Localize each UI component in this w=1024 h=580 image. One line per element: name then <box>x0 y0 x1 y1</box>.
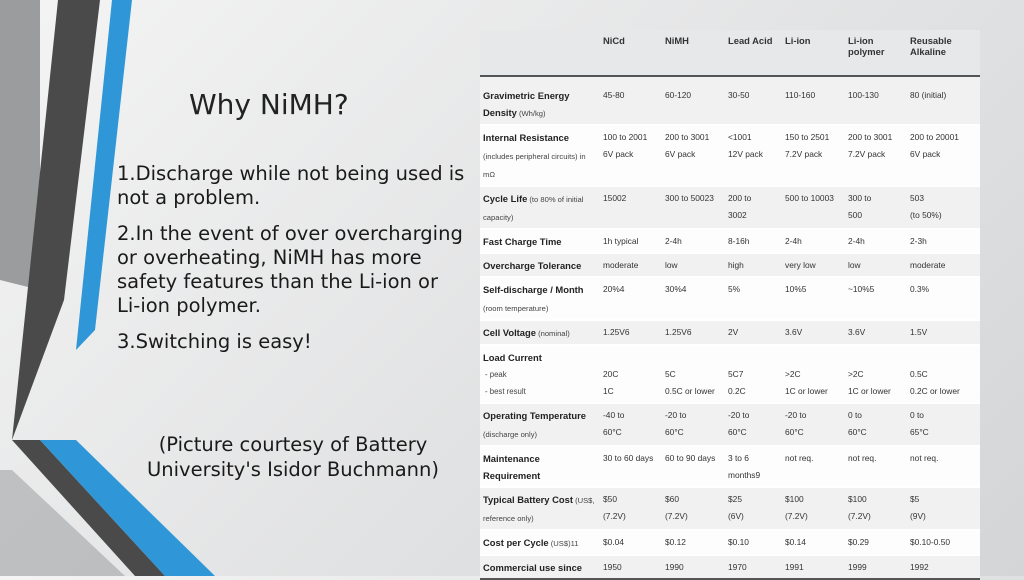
table-cell <box>600 530 662 555</box>
cell-value: 500 to 10003 <box>785 193 834 203</box>
cell-value: >2C <box>848 369 864 379</box>
table-cell <box>782 229 845 253</box>
cell-value: 6V pack <box>603 149 634 159</box>
table-cell <box>600 125 662 186</box>
row-label-text: Cell Voltage <box>483 327 536 338</box>
cell-value: 6V pack <box>910 149 941 159</box>
cell-value: (7.2V) <box>665 511 688 521</box>
cell-value <box>910 349 977 366</box>
table-cell <box>907 403 980 446</box>
cell-value: 0.2C or lower <box>910 386 960 396</box>
cell-value: 60°C <box>603 427 622 437</box>
cell-value: $0.04 <box>603 537 624 547</box>
cell-value: 1990 <box>665 562 684 572</box>
table-cell <box>600 76 662 125</box>
cell-value <box>785 349 842 366</box>
point-1: 1.Discharge while not being used is not a problem. <box>117 162 465 209</box>
row-label-note: (nominal) <box>535 329 570 338</box>
cell-value: (7.2V) <box>603 511 626 521</box>
cell-value: 2-4h <box>848 236 865 246</box>
cell-value: $0.14 <box>785 537 806 547</box>
table-row <box>480 277 980 320</box>
cell-value: (7.2V) <box>848 511 871 521</box>
table-cell <box>845 530 907 555</box>
cell-value: 200 to 20001 <box>910 132 959 142</box>
table-cell <box>907 253 980 277</box>
cell-value <box>848 349 904 366</box>
table-cell <box>782 345 845 403</box>
cell-value: $100 <box>848 494 867 504</box>
cell-value: -20 to <box>728 410 750 420</box>
table-cell <box>782 186 845 229</box>
row-label-text: Maintenance Requirement <box>483 453 541 481</box>
table-cell <box>725 125 782 186</box>
table-cell <box>907 186 980 229</box>
row-label <box>480 320 600 345</box>
table-row <box>480 530 980 555</box>
cell-value: 30 to 60 days <box>603 453 654 463</box>
table-cell <box>662 229 725 253</box>
table-cell <box>907 76 980 125</box>
cell-value <box>728 349 779 366</box>
comparison-table <box>480 30 980 580</box>
row-label-text: Overcharge Tolerance <box>483 260 582 271</box>
cell-value: $60 <box>665 494 679 504</box>
table-cell <box>845 253 907 277</box>
cell-value: 1999 <box>848 562 867 572</box>
cell-value: 500 <box>848 210 862 220</box>
cell-value: 150 to 2501 <box>785 132 830 142</box>
cell-value: 200 to <box>728 193 752 203</box>
cell-value: -40 to <box>603 410 625 420</box>
table-cell <box>662 320 725 345</box>
cell-value: 20C <box>603 369 619 379</box>
table-cell <box>662 555 725 579</box>
cell-value: not req. <box>785 453 814 463</box>
column-header: Reusable Alkaline <box>907 30 980 76</box>
table-cell <box>782 555 845 579</box>
table-cell <box>725 487 782 530</box>
point-2: 2.In the event of over overcharging or overheating, NiMH has more safety features than the Li-ion or Li-ion polymer. <box>117 222 463 317</box>
table-cell <box>600 345 662 403</box>
table-cell <box>662 186 725 229</box>
cell-value: $0.29 <box>848 537 869 547</box>
cell-value: 100 to 2001 <box>603 132 648 142</box>
image-credit: (Picture courtesy of Battery University's Isidor Buchmann) <box>146 433 440 481</box>
table-cell <box>782 253 845 277</box>
row-label <box>480 229 600 253</box>
table-cell <box>725 403 782 446</box>
cell-value: 5% <box>728 284 741 294</box>
table-cell <box>600 186 662 229</box>
column-header: NiCd <box>600 30 662 76</box>
cell-value: 3.6V <box>848 327 866 337</box>
row-label <box>480 186 600 229</box>
cell-value: 60 to 90 days <box>665 453 716 463</box>
table-cell <box>782 487 845 530</box>
table-cell <box>907 487 980 530</box>
table-row <box>480 253 980 277</box>
row-label <box>480 403 600 446</box>
cell-value: 300 to <box>848 193 872 203</box>
row-label <box>480 253 600 277</box>
table-cell <box>845 277 907 320</box>
cell-value: 0.2C <box>728 386 746 396</box>
table-cell <box>907 530 980 555</box>
row-label-text: Gravimetric Energy Density <box>483 90 570 118</box>
table-cell <box>600 487 662 530</box>
cell-value: 1.5V <box>910 327 928 337</box>
row-label-text: Typical Battery Cost <box>483 494 573 505</box>
table-row <box>480 186 980 229</box>
table-row <box>480 76 980 125</box>
cell-value: 60°C <box>848 427 867 437</box>
row-label <box>480 277 600 320</box>
cell-value: $0.10-0.50 <box>910 537 951 547</box>
cell-value: 5C <box>665 369 676 379</box>
table-row <box>480 320 980 345</box>
cell-value: <1001 <box>728 132 752 142</box>
row-label <box>480 487 600 530</box>
cell-value: 0 to <box>910 410 924 420</box>
cell-value: 45-80 <box>603 90 625 100</box>
cell-value: 65°C <box>910 427 929 437</box>
table-cell <box>782 446 845 487</box>
cell-value: $25 <box>728 494 742 504</box>
row-sub-label: - best result <box>485 387 526 396</box>
table-cell <box>662 253 725 277</box>
cell-value: $0.10 <box>728 537 749 547</box>
cell-value: not req. <box>848 453 877 463</box>
column-header: Lead Acid <box>725 30 782 76</box>
row-label <box>480 530 600 555</box>
table-cell <box>662 345 725 403</box>
cell-value: 3002 <box>728 210 747 220</box>
cell-value: 1.25V6 <box>603 327 630 337</box>
cell-value <box>603 349 659 366</box>
cell-value: very low <box>785 260 816 270</box>
table-cell <box>662 76 725 125</box>
cell-value: 30%4 <box>665 284 687 294</box>
table-cell <box>662 530 725 555</box>
cell-value: 15002 <box>603 193 627 203</box>
header-blank <box>480 30 600 76</box>
cell-value: -20 to <box>785 410 807 420</box>
table-cell <box>907 320 980 345</box>
table-cell <box>845 403 907 446</box>
cell-value: 6V pack <box>665 149 696 159</box>
cell-value: -20 to <box>665 410 687 420</box>
table-cell <box>725 345 782 403</box>
cell-value: 2-4h <box>785 236 802 246</box>
row-label-note: (room temperature) <box>483 304 549 313</box>
cell-value: 7.2V pack <box>785 149 823 159</box>
row-label <box>480 125 600 186</box>
cell-value: 60°C <box>728 427 747 437</box>
column-header: NiMH <box>662 30 725 76</box>
cell-value: 80 (initial) <box>910 90 947 100</box>
cell-value: $50 <box>603 494 617 504</box>
cell-value: 1C <box>603 386 614 396</box>
cell-value: $0.12 <box>665 537 686 547</box>
table-cell <box>600 253 662 277</box>
table-cell <box>907 277 980 320</box>
row-label <box>480 555 600 579</box>
cell-value: low <box>665 260 678 270</box>
cell-value: 8-16h <box>728 236 750 246</box>
cell-value: (6V) <box>728 511 744 521</box>
table-cell <box>662 277 725 320</box>
cell-value: 7.2V pack <box>848 149 886 159</box>
row-label-text: Internal Resistance <box>483 132 569 143</box>
row-label-note: (US$, reference only) <box>483 496 595 523</box>
table-cell <box>600 320 662 345</box>
cell-value: months9 <box>728 470 761 480</box>
table-cell <box>662 125 725 186</box>
cell-value: 60°C <box>665 427 684 437</box>
row-label-text: Cost per Cycle <box>483 537 549 548</box>
cell-value: 1991 <box>785 562 804 572</box>
row-label-note: (to 80% of initial capacity) <box>483 195 584 222</box>
table-cell <box>845 76 907 125</box>
table-cell <box>725 320 782 345</box>
cell-value: not req. <box>910 453 939 463</box>
table-row <box>480 487 980 530</box>
cell-value: 1h typical <box>603 236 639 246</box>
cell-value: low <box>848 260 861 270</box>
row-label-text: Commercial use since <box>483 562 583 573</box>
column-header: Li-ion <box>782 30 845 76</box>
cell-value: 2-3h <box>910 236 927 246</box>
table-row <box>480 125 980 186</box>
cell-value: moderate <box>910 260 946 270</box>
cell-value: 12V pack <box>728 149 763 159</box>
cell-value: 1.25V6 <box>665 327 692 337</box>
table-cell <box>845 320 907 345</box>
cell-value: (9V) <box>910 511 926 521</box>
cell-value: 3.6V <box>785 327 803 337</box>
table-cell <box>845 345 907 403</box>
table-cell <box>600 446 662 487</box>
table-cell <box>600 229 662 253</box>
cell-value: 5C7 <box>728 369 744 379</box>
row-label-note: (includes peripheral circuits) in mΩ <box>483 152 586 179</box>
cell-value: (7.2V) <box>785 511 808 521</box>
cell-value: 3 to 6 <box>728 453 749 463</box>
table-cell <box>725 186 782 229</box>
table-cell <box>725 530 782 555</box>
cell-value: 60°C <box>785 427 804 437</box>
table-cell <box>782 403 845 446</box>
row-label <box>480 446 600 487</box>
row-label-text: Fast Charge Time <box>483 236 562 247</box>
cell-value: 110-160 <box>785 90 816 100</box>
cell-value: 2-4h <box>665 236 682 246</box>
table-cell <box>845 125 907 186</box>
table-cell <box>725 446 782 487</box>
row-sub-label: - peak <box>485 370 507 379</box>
cell-value: 60-120 <box>665 90 692 100</box>
table-cell <box>907 229 980 253</box>
table-cell <box>600 277 662 320</box>
table-row <box>480 345 980 403</box>
row-label-text: Operating Temperature <box>483 410 586 421</box>
row-label-text: Load Current <box>483 352 542 363</box>
table-cell <box>725 229 782 253</box>
table-row <box>480 446 980 487</box>
cell-value: 0 to <box>848 410 862 420</box>
cell-value: 2V <box>728 327 739 337</box>
cell-value: ~10%5 <box>848 284 875 294</box>
row-label-note: (discharge only) <box>483 430 538 439</box>
table-cell <box>725 277 782 320</box>
table-row <box>480 229 980 253</box>
cell-value: $100 <box>785 494 804 504</box>
row-label-note: (Wh/kg) <box>516 109 546 118</box>
cell-value: 20%4 <box>603 284 625 294</box>
table-cell <box>845 229 907 253</box>
cell-value: 200 to 3001 <box>848 132 893 142</box>
row-label-text: Cycle Life <box>483 193 528 204</box>
row-label <box>480 345 600 403</box>
cell-value: (to 50%) <box>910 210 942 220</box>
cell-value: 1992 <box>910 562 929 572</box>
battery-comparison-table <box>480 30 980 573</box>
cell-value: 503 <box>910 193 924 203</box>
header-row <box>480 30 980 76</box>
table-cell <box>725 555 782 579</box>
table-cell <box>907 345 980 403</box>
table-row <box>480 403 980 446</box>
table-cell <box>845 186 907 229</box>
cell-value: high <box>728 260 744 270</box>
cell-value: 0.3% <box>910 284 930 294</box>
row-label-text: Self-discharge / Month <box>483 284 584 295</box>
table-cell <box>907 125 980 186</box>
bullet-points <box>117 162 467 366</box>
table-cell <box>782 320 845 345</box>
table-cell <box>600 555 662 579</box>
cell-value: >2C <box>785 369 801 379</box>
cell-value: moderate <box>603 260 639 270</box>
slide-title: Why NiMH? <box>189 88 349 121</box>
cell-value <box>665 349 722 366</box>
table-cell <box>782 277 845 320</box>
row-label-note: (US$)11 <box>548 539 579 548</box>
table-row <box>480 555 980 579</box>
cell-value: 1970 <box>728 562 747 572</box>
cell-value: 0.5C <box>910 369 928 379</box>
cell-value: 10%5 <box>785 284 807 294</box>
cell-value: 1950 <box>603 562 622 572</box>
row-label <box>480 76 600 125</box>
table-cell <box>845 446 907 487</box>
cell-value: 30-50 <box>728 90 750 100</box>
cell-value: 0.5C or lower <box>665 386 715 396</box>
table-cell <box>907 555 980 579</box>
point-3: 3.Switching is easy! <box>117 330 312 353</box>
column-header: Li-ion polymer <box>845 30 907 76</box>
table-cell <box>662 446 725 487</box>
table-cell <box>845 487 907 530</box>
cell-value: $5 <box>910 494 920 504</box>
cell-value: 100-130 <box>848 90 879 100</box>
cell-value: 200 to 3001 <box>665 132 710 142</box>
table-cell <box>725 253 782 277</box>
table-cell <box>725 76 782 125</box>
table-cell <box>782 530 845 555</box>
table-cell <box>845 555 907 579</box>
table-cell <box>662 487 725 530</box>
table-cell <box>662 403 725 446</box>
table-cell <box>782 76 845 125</box>
table-cell <box>600 403 662 446</box>
table-cell <box>907 446 980 487</box>
table-cell <box>782 125 845 186</box>
cell-value: 1C or lower <box>785 386 828 396</box>
cell-value: 1C or lower <box>848 386 891 396</box>
cell-value: 300 to 50023 <box>665 193 714 203</box>
